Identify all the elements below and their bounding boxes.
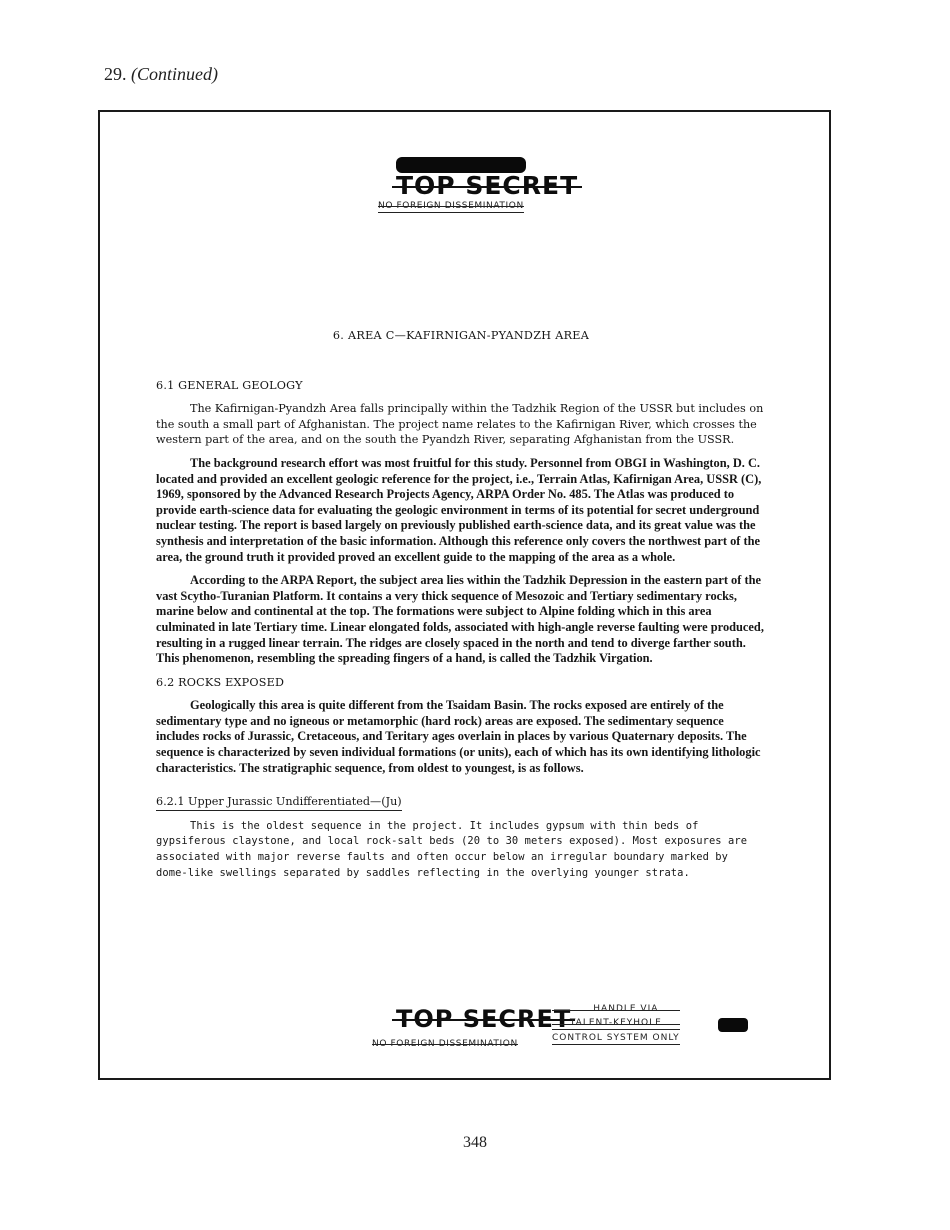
classification-marking: TOP SECRET	[396, 171, 579, 200]
handling-caveat	[552, 1004, 680, 1045]
general-geology-heading: 6.1 GENERAL GEOLOGY	[156, 378, 303, 392]
general-geology-paragraph-3: According to the ARPA Report, the subject area lies within the Tadzhik Depression in the eastern part of the vast Scytho-Turanian Platform. It contains a very thick sequence of Mesozoic and Tertiary sedimentary rocks, marine below and continental at the top. The formations were subject to Alpine folding which in this area culminated in late Tertiary time. Linear elongated folds, associated with high-angle reverse faulting were produced, resulting in a rugged linear terrain. The ridges are closely spaced in the north and tend to diverge farther south. This phenomenon, resembling the spreading fingers of a hand, is called the Tadzhik Virgation.	[156, 573, 764, 666]
general-geology-paragraph-1: The Kafirnigan-Pyandzh Area falls principally within the Tadzhik Region of the USSR but includes on the south a small part of Afghanistan. The project name relates to the Kafirnigan River, which crosses the western part of the area, and on the south the Pyandzh River, separating Afghanistan from the USSR.	[156, 402, 764, 447]
handling-line-3: CONTROL SYSTEM ONLY	[552, 1033, 680, 1043]
running-head	[104, 64, 218, 85]
rocks-exposed-heading: 6.2 ROCKS EXPOSED	[156, 675, 285, 689]
footer-dissemination-caveat: NO FOREIGN DISSEMINATION	[372, 1039, 518, 1049]
page-number: 348	[463, 1134, 487, 1151]
dissemination-caveat: NO FOREIGN DISSEMINATION	[378, 201, 524, 211]
general-geology-paragraph-2: The background research effort was most fruitful for this study. Personnel from OBGI in Washington, D. C. located and provided an excellent geologic reference for the project, i.e., Terrain Atlas, Kafirnigan Area, USSR (C), 1969, sponsored by the Advanced Research Projects Agency, ARPA Order No. 485. The Atlas was produced to provide earth-science data for evaluating the geologic environment in terms of its potential for secret underground nuclear testing. The report is based largely on previously published earth-science data, and its great value was the synthesis and interpretation of the basic information. Although this reference only covers the northwest part of the area, the ground truth it provided proved an excellent guide to the mapping of the area as a whole.	[156, 455, 762, 564]
upper-jurassic-paragraph: This is the oldest sequence in the project. It includes gypsum with thin beds of gypsiferous claystone, and local rock-salt beds (20 to 30 meters exposed). Most exposures are associated with major reverse faults and often occur below an irregular boundary marked by dome-like swellings separated by saddles reflecting in the overlying younger strata.	[156, 819, 748, 879]
running-head-label: (Continued)	[131, 64, 218, 84]
footer-classification-marking: TOP SECRET	[396, 1005, 572, 1033]
classification-footer	[372, 1005, 571, 1051]
rocks-exposed-paragraph-1: Geologically this area is quite different from the Tsaidam Basin. The rocks exposed are entirely of the sedimentary type and no igneous or metamorphic (hard rock) areas are exposed. The sedimentary sequence includes rocks of Jurassic, Cretaceous, and Teritary ages overlain in places by various Quaternary deposits. The sequence is characterized by seven individual formations (or units), each of which has its own identifying lithologic characteristics. The stratigraphic sequence, from oldest to youngest, is as follows.	[156, 698, 761, 775]
running-head-number: 29.	[104, 64, 127, 84]
handling-line-2: TALENT-KEYHOLE	[552, 1018, 680, 1030]
document-body	[156, 328, 766, 889]
upper-jurassic-heading: 6.2.1 Upper Jurassic Undifferentiated—(Ju)	[156, 794, 402, 811]
handling-line-1: HANDLE VIA	[552, 1004, 680, 1015]
section-title: 6. AREA C—KAFIRNIGAN-PYANDZH AREA	[332, 329, 590, 342]
footer-redaction-bar	[718, 1018, 748, 1032]
